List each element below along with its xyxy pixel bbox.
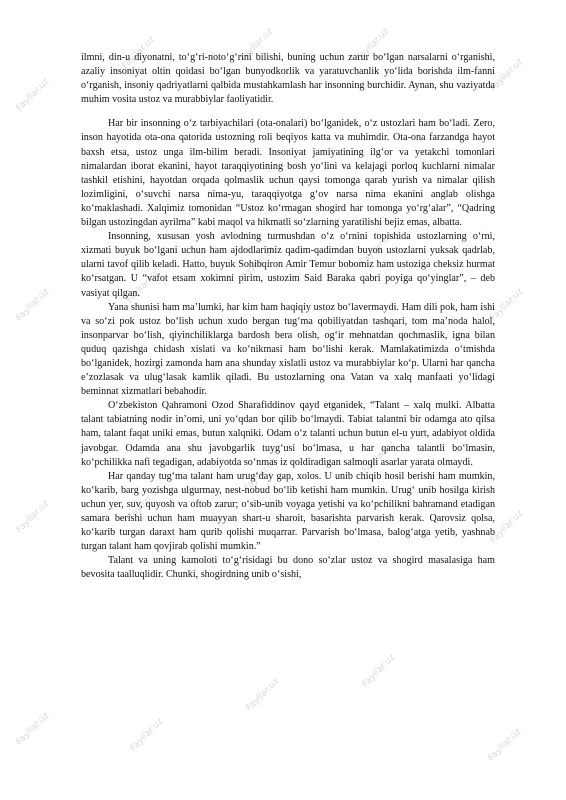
watermark: Fayllar.uz [14,286,52,324]
watermark: Fayllar.uz [354,26,392,64]
watermark: Fayllar.uz [240,244,278,282]
paragraph: Yana shunisi ham ma’lumki, har kim ham haqiqiy ustoz bo‘lavermaydi. Ham dili pok, ham ishi va so‘zi pok ustoz bo‘lish uchun xudo bergan tug‘ma qobiliyatdan tashqari, tom ma’noda halol, insonparvar bo‘lish, qiyinchiliklarga bardosh bera olish, og‘ir mehnatdan qochmaslik, igna bilan quduq qazishga chidash xislati va ko‘nikmasi ham bo‘lishi kerak. Mamlakatimizda o‘tmishda bo‘lganidek, hozirgi zamonda ham ana shunday xislatli ustoz va murabbiylar ko‘p. Ularni har qancha e’zozlasak va ulug‘lasak kamlik qiladi. Bu ustozlarning ona Vatan va xalq manfaati yo‘lidagi beminnat xizmatlari bebahodir. [81,301,495,398]
paragraph: O‘zbekiston Qahramoni Ozod Sharafiddinov qayd etganidek, “Talant – xalq mulki. Albatta talant tabiatning nodir in’omi, uni yo‘qdan bor qilib bo‘lmaydi. Tabiat talantni bir odamga ato qilsa ham, talant faqat uniki emas, butun xalqniki. Odam o‘z talanti uchun butun el-u yurt, adabiyot oldida javobgar. Odamda ana shu javobgarlik tuyg‘usi bo‘lmasa, u har qancha talantli bo‘lmasin, ko‘pchilikka nafi tegadigan, adabiyotda so‘nmas iz qoldiradigan salmoqli asarlar yarata olmaydi. [81,400,495,468]
watermark: Fayllar.uz [120,34,158,72]
watermark: Fayllar.uz [358,230,396,268]
paragraph-continuation: ilmni, din-u diyonatni, to‘g‘ri-noto‘g‘rini bilishi, buning uchun zarur bo‘lgan narsalarni o‘rganishi, azaliy insoniyat oltin qoidasi bo‘lgan bunyodkorlik va yaratuvchanlik yo‘lida borishda ilm-fanni o‘rganish, insoniy qadriyatlarni qalbida mustahkamlash har insonning burchidir. Aynan, shu vaziyatda muhim vosita ustoz va murabbiylar faoliyatidir. [81,52,495,106]
body-text [81,51,495,582]
paragraph: Talant va uning kamoloti to‘g‘risidagi bu dono so‘zlar ustoz va shogird masalasiga ham bevosita taalluqlidir. Chunki, shogirdning unib o‘sishi, [81,555,495,581]
watermark: Fayllar.uz [486,726,524,764]
watermark: Fayllar.uz [360,652,398,690]
watermark: Fayllar.uz [14,76,52,114]
watermark: Fayllar.uz [14,498,52,536]
watermark: Fayllar.uz [244,676,282,714]
watermark: Fayllar.uz [488,508,526,546]
paragraph: Har qanday tug‘ma talant ham urug‘day gap, xolos. U unib chiqib hosil berishi ham mumkin, ko‘karib, barg yozishga ulgurmay, nest-nobud bo‘lib ketishi ham mumkin. Urug‘ unib hosilga kirish uchun yer, suv, quyosh va oftob zarur; o‘sib-unib voyaga yetishi va ko‘pchilikni bahramand etadigan samara berishi uchun ham muayyan shart-u sharoit, basarishta parvarish kerak. Qarovsiz qolsa, ko‘karib turgan daraxt ham qurib qolishi muqarrar. Parvarish bo‘lmasa, balog‘atga yetib, yashnab turgan talant ham qovjirab qolishi mumkin.” [81,470,495,553]
watermark: Fayllar.uz [14,710,52,748]
watermark: Fayllar.uz [488,286,526,324]
watermark: Fayllar.uz [126,484,164,522]
paragraph: Insonning, xususan yosh avlodning turmushdan o‘z o‘rnini topishida ustozlarning o‘rni, xizmati buyuk bo‘lgani uchun ham ajdodlarimiz qadim-qadimdan buyon ustozlarni yuksak qadrlab, ularni tavof qilib keladi. Hatto, buyuk Sohibqiron Amir Temur bobomiz ham ustoziga cheksiz hurmat ko‘rsatgan. U “vafot etsam xokimni pirim, ustozim Said Baraka qabri poyiga qo‘yinglar”, – deb vasiyat qilgan. [81,231,495,299]
watermark: Fayllar.uz [242,456,280,494]
watermark: Fayllar.uz [360,438,398,476]
watermark: Fayllar.uz [488,56,526,94]
paragraph: Har bir insonning o‘z tarbiyachilari (ota-onalari) bo‘lganidek, o‘z ustozlari ham bo‘ladi. Zero, inson hayotida ota-ona qatorida ustozning roli beqiyos katta va muhimdir. Ota-ona farzandga hayot baxsh etsa, ustoz unga ilm-bilim beradi. Insoniyat jamiyatining ilg‘or va yetakchi tomonlari nimalardan iborat ekanini, hayot taraqqiyotining bosh yo‘lini va kelajagi porloq kuchlarni nimalar tashkil etishini, hayotdan orqada qolmaslik uchun qaysi tomonga qarab yurish va nimalar qilish lozimligini, o‘suvchi narsa nima-yu, taraqqiyotga g‘ov narsa nima ekanini anglab olishga ko‘maklashadi. Xalqimiz tomonidan “Ustoz ko‘rmagan shogird har tomonga yo‘rg‘alar”, “Qadring bilgan ustozingdan ayrilma” kabi maqol va hikmatli so‘zlarning yaratilishi bejiz emas, albatta. [81,118,495,229]
watermark: Fayllar.uz [128,716,166,754]
watermark: Fayllar.uz [238,26,276,64]
watermark: Fayllar.uz [124,268,162,306]
